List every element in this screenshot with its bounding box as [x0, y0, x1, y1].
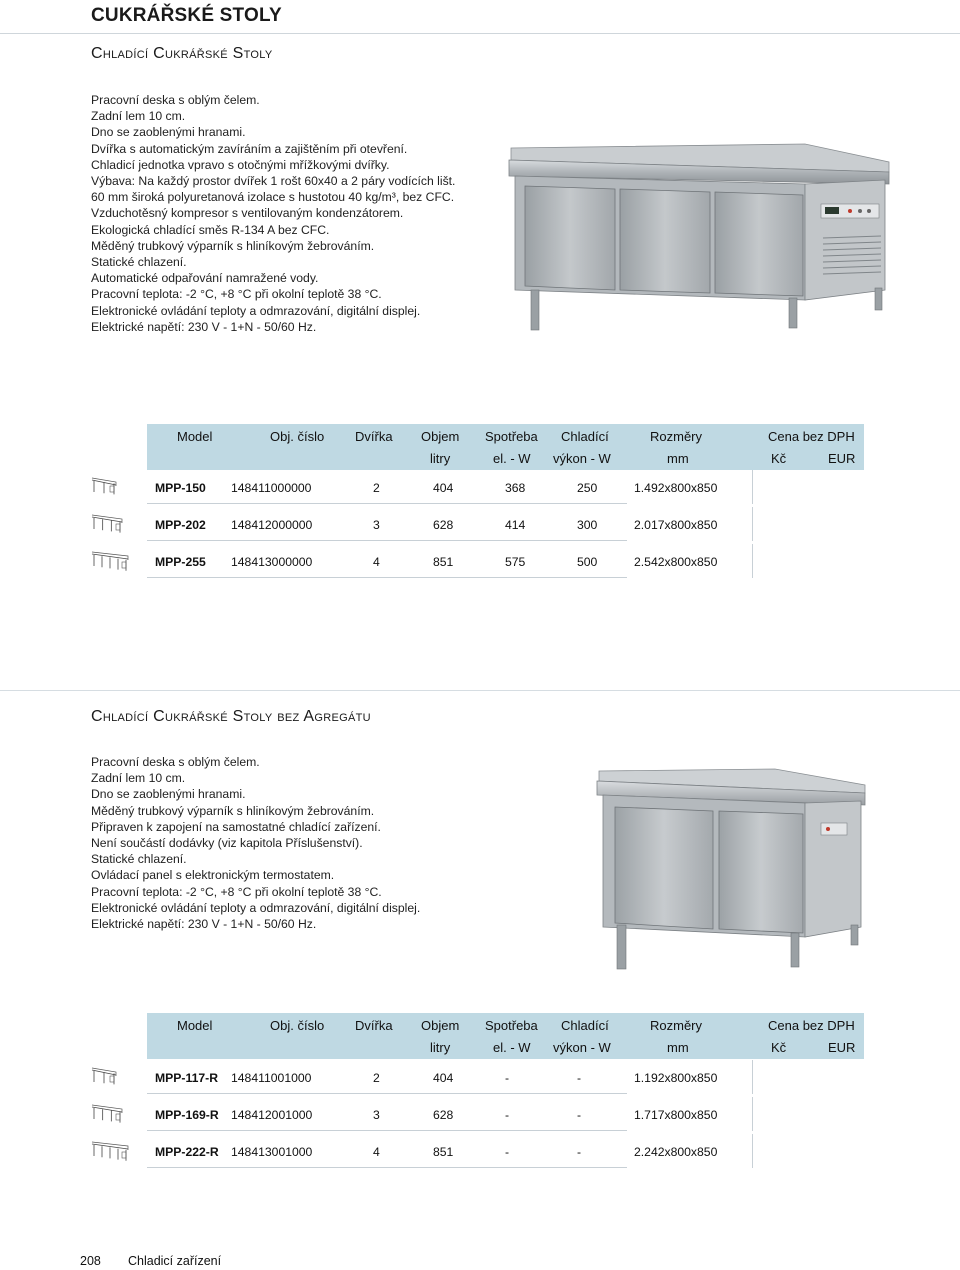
cell-doors: 3	[373, 518, 380, 532]
col-price-eur: EUR	[828, 451, 856, 466]
cell-obj: 148413000000	[231, 555, 313, 569]
table1-header	[147, 424, 864, 470]
price-column-divider	[752, 1134, 753, 1168]
row-divider	[147, 503, 627, 504]
col-price: Cena bez DPH	[768, 429, 855, 444]
section1-title: Chladící Cukrářské Stoly	[91, 45, 273, 62]
col-price-eur: EUR	[828, 1040, 856, 1055]
cell-obj: 148411000000	[231, 481, 312, 495]
description-line: Pracovní teplota: -2 °C, +8 °C při okolní teplotě 38 °C.	[91, 287, 382, 302]
description-line: Pracovní deska s oblým čelem.	[91, 755, 260, 769]
col-price: Cena bez DPH	[768, 1018, 855, 1033]
cell-cooling: 300	[577, 518, 598, 532]
cell-dims: 1.492x800x850	[634, 481, 718, 495]
price-column-divider	[752, 507, 753, 541]
table-row	[0, 511, 960, 541]
cell-cooling: -	[577, 1108, 582, 1122]
table-layout-icon	[88, 509, 130, 537]
description-line: Pracovní deska s oblým čelem.	[91, 93, 260, 107]
col-dims-unit: mm	[667, 451, 689, 466]
page-title: CUKRÁŘSKÉ STOLY	[91, 5, 282, 26]
cell-doors: 2	[373, 1071, 380, 1085]
cell-cooling: 500	[577, 555, 598, 569]
cell-doors: 4	[373, 1145, 380, 1159]
cell-model: MPP-150	[155, 481, 206, 495]
cell-doors: 4	[373, 555, 380, 569]
cell-cooling: -	[577, 1145, 582, 1159]
table2-header	[147, 1013, 864, 1059]
col-model: Model	[177, 1018, 213, 1033]
refrigerated-table-photo	[505, 140, 895, 335]
description-line: Elektrické napětí: 230 V - 1+N - 50/60 Hz.	[91, 319, 317, 334]
description-line: Pracovní teplota: -2 °C, +8 °C při okolní teplotě 38 °C.	[91, 884, 382, 899]
row-divider	[147, 1130, 627, 1131]
cell-volume: 851	[433, 1145, 454, 1159]
cell-consumption: 368	[505, 481, 526, 495]
col-cooling-unit: výkon - W	[553, 1040, 611, 1055]
col-price-kc: Kč	[771, 451, 787, 466]
col-volume: Objem	[421, 429, 460, 444]
description-line: Připraven k zapojení na samostatné chladící zařízení.	[91, 819, 381, 834]
table-row	[0, 1064, 960, 1094]
description-line: 60 mm široká polyuretanová izolace s hustotou 40 kg/m³, bez CFC.	[91, 190, 455, 205]
cell-volume: 404	[433, 1071, 454, 1085]
table-row	[0, 548, 960, 578]
col-volume: Objem	[421, 1018, 460, 1033]
description-line: Automatické odpařování namražené vody.	[91, 271, 319, 286]
table-layout-icon	[88, 1062, 130, 1090]
cell-consumption: 575	[505, 555, 526, 569]
table-row	[0, 474, 960, 504]
table-row	[0, 1138, 960, 1168]
cell-doors: 2	[373, 481, 380, 495]
description-line: Elektronické ovládání teploty a odmrazování, digitální displej.	[91, 900, 421, 915]
table-layout-icon	[88, 472, 130, 500]
table-row	[0, 1101, 960, 1131]
section1-description	[91, 92, 455, 335]
description-line: Vzduchotěsný kompresor s ventilovaným kondenzátorem.	[91, 206, 404, 221]
cell-dims: 2.017x800x850	[634, 518, 718, 532]
description-line: Statické chlazení.	[91, 852, 187, 867]
description-line: Statické chlazení.	[91, 255, 187, 270]
cell-cooling: -	[577, 1071, 582, 1085]
row-divider	[147, 1167, 627, 1168]
row-divider	[147, 577, 627, 578]
cell-model: MPP-222-R	[155, 1145, 219, 1159]
footer-label: Chladicí zařízení	[128, 1254, 222, 1268]
col-dims: Rozměry	[650, 429, 703, 444]
cell-model: MPP-117-R	[155, 1071, 218, 1085]
col-doors: Dvířka	[355, 1018, 393, 1033]
description-line: Ekologická chladící směs R-134 A bez CFC.	[91, 222, 330, 237]
col-model: Model	[177, 429, 213, 444]
cell-cooling: 250	[577, 481, 598, 495]
col-price-kc: Kč	[771, 1040, 787, 1055]
description-line: Není součástí dodávky (viz kapitola Příslušenství).	[91, 836, 363, 851]
cell-volume: 851	[433, 555, 454, 569]
table-layout-icon	[88, 1136, 130, 1164]
description-line: Chladicí jednotka vpravo s otočnými mřížkovými dvířky.	[91, 157, 390, 172]
cell-consumption: -	[505, 1108, 510, 1122]
col-obj: Obj. číslo	[270, 1018, 325, 1033]
cell-model: MPP-169-R	[155, 1108, 219, 1122]
col-dims: Rozměry	[650, 1018, 703, 1033]
description-line: Ovládací panel s elektronickým termostatem.	[91, 868, 335, 883]
table-layout-icon	[88, 546, 130, 574]
description-line: Elektrické napětí: 230 V - 1+N - 50/60 Hz.	[91, 917, 317, 932]
price-column-divider	[752, 1060, 753, 1094]
description-line: Výbava: Na každý prostor dvířek 1 rošt 60x40 a 2 páry vodících lišt.	[91, 174, 456, 189]
cell-volume: 404	[433, 481, 454, 495]
col-consumption-unit: el. - W	[493, 451, 531, 466]
page-number: 208	[80, 1254, 101, 1268]
description-line: Dvířka s automatickým zavíráním a zajištěním při otevření.	[91, 141, 408, 156]
col-obj: Obj. číslo	[270, 429, 325, 444]
col-consumption-unit: el. - W	[493, 1040, 531, 1055]
cell-obj: 148412000000	[231, 518, 313, 532]
col-consumption: Spotřeba	[485, 429, 538, 444]
col-cooling: Chladící	[561, 1018, 609, 1033]
description-line: Dno se zaoblenými hranami.	[91, 787, 246, 802]
row-divider	[147, 540, 627, 541]
price-column-divider	[752, 544, 753, 578]
cell-dims: 2.542x800x850	[634, 555, 718, 569]
cell-obj: 148413001000	[231, 1145, 313, 1159]
table-layout-icon	[88, 1099, 130, 1127]
col-cooling-unit: výkon - W	[553, 451, 611, 466]
col-consumption: Spotřeba	[485, 1018, 538, 1033]
description-line: Dno se zaoblenými hranami.	[91, 125, 246, 140]
col-volume-unit: litry	[430, 1040, 451, 1055]
col-doors: Dvířka	[355, 429, 393, 444]
description-line: Zadní lem 10 cm.	[91, 771, 186, 786]
cell-doors: 3	[373, 1108, 380, 1122]
col-cooling: Chladící	[561, 429, 609, 444]
price-column-divider	[752, 470, 753, 504]
cell-model: MPP-255	[155, 555, 206, 569]
cell-dims: 1.192x800x850	[634, 1071, 718, 1085]
description-line: Měděný trubkový výparník s hliníkovým žebrováním.	[91, 238, 375, 253]
table-without-unit-photo	[595, 767, 875, 972]
description-line: Zadní lem 10 cm.	[91, 109, 186, 124]
title-divider	[0, 33, 960, 34]
cell-consumption: 414	[505, 518, 526, 532]
description-line: Měděný trubkový výparník s hliníkovým žebrováním.	[91, 803, 375, 818]
cell-consumption: -	[505, 1145, 510, 1159]
cell-obj: 148412001000	[231, 1108, 313, 1122]
cell-obj: 148411001000	[231, 1071, 312, 1085]
cell-dims: 1.717x800x850	[634, 1108, 718, 1122]
section2-title: Chladící Cukrářské Stoly bez Agregátu	[91, 708, 371, 725]
price-column-divider	[752, 1097, 753, 1131]
cell-volume: 628	[433, 518, 454, 532]
section-divider	[0, 690, 960, 691]
col-dims-unit: mm	[667, 1040, 689, 1055]
cell-volume: 628	[433, 1108, 454, 1122]
cell-consumption: -	[505, 1071, 510, 1085]
section2-description	[91, 754, 420, 932]
description-line: Elektronické ovládání teploty a odmrazování, digitální displej.	[91, 303, 421, 318]
cell-model: MPP-202	[155, 518, 206, 532]
row-divider	[147, 1093, 627, 1094]
col-volume-unit: litry	[430, 451, 451, 466]
cell-dims: 2.242x800x850	[634, 1145, 718, 1159]
